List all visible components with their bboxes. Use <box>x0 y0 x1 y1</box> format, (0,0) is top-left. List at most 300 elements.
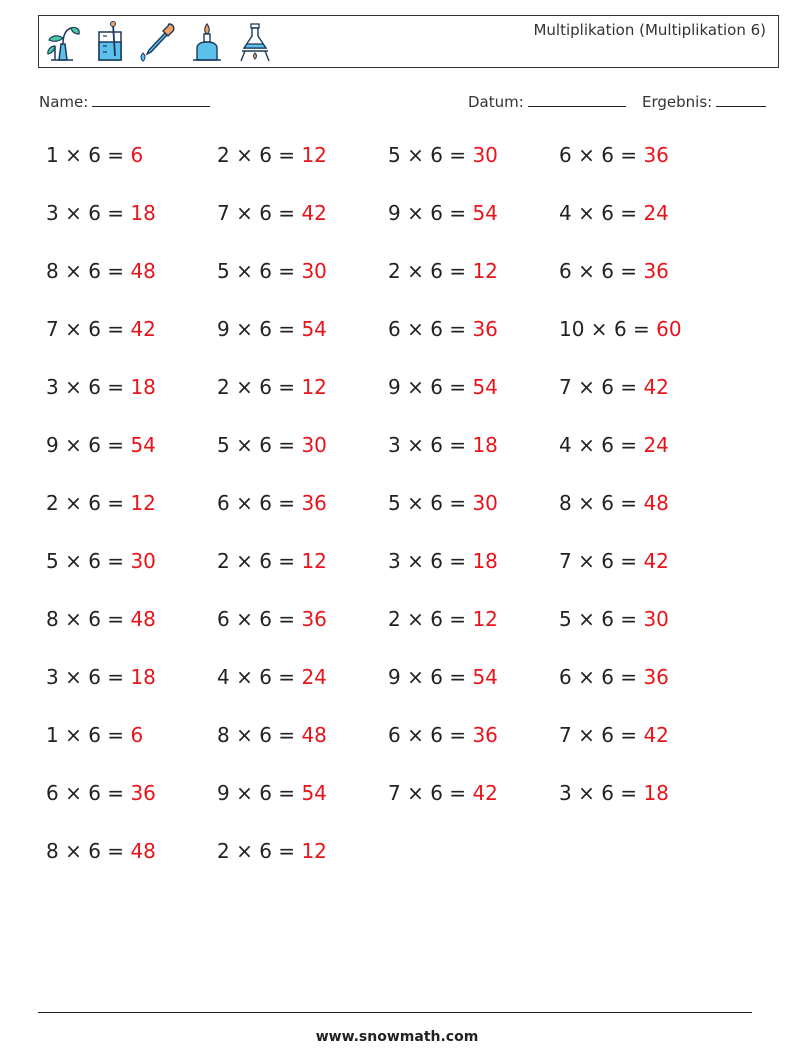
answer: 12 <box>301 549 327 573</box>
equals-sign: = <box>100 781 131 805</box>
factor-b: 6 <box>601 491 614 515</box>
answer: 30 <box>472 491 498 515</box>
factor-a: 10 <box>559 317 585 341</box>
equals-sign: = <box>271 839 302 863</box>
equals-sign: = <box>100 433 131 457</box>
answer: 24 <box>301 665 327 689</box>
times-operator: × <box>58 781 89 805</box>
answer: 18 <box>643 781 669 805</box>
factor-b: 6 <box>430 259 443 283</box>
times-operator: × <box>400 433 431 457</box>
problem-item <box>217 375 327 399</box>
times-operator: × <box>229 433 260 457</box>
answer: 24 <box>643 201 669 225</box>
equals-sign: = <box>100 549 131 573</box>
times-operator: × <box>571 781 602 805</box>
factor-b: 6 <box>430 375 443 399</box>
times-operator: × <box>400 723 431 747</box>
problem-item <box>217 723 327 747</box>
factor-a: 6 <box>388 723 401 747</box>
answer: 12 <box>301 839 327 863</box>
equals-sign: = <box>100 143 131 167</box>
factor-a: 9 <box>217 781 230 805</box>
factor-b: 6 <box>88 259 101 283</box>
times-operator: × <box>229 839 260 863</box>
answer: 24 <box>643 433 669 457</box>
times-operator: × <box>58 375 89 399</box>
date-field <box>468 93 626 111</box>
times-operator: × <box>400 549 431 573</box>
score-blank[interactable] <box>716 93 766 107</box>
factor-b: 6 <box>88 839 101 863</box>
times-operator: × <box>229 201 260 225</box>
factor-a: 6 <box>388 317 401 341</box>
times-operator: × <box>400 317 431 341</box>
equals-sign: = <box>100 839 131 863</box>
factor-b: 6 <box>601 607 614 631</box>
answer: 30 <box>472 143 498 167</box>
times-operator: × <box>58 839 89 863</box>
equals-sign: = <box>100 317 131 341</box>
factor-b: 6 <box>601 549 614 573</box>
times-operator: × <box>58 259 89 283</box>
answer: 36 <box>643 259 669 283</box>
problem-item <box>388 259 498 283</box>
times-operator: × <box>571 201 602 225</box>
factor-b: 6 <box>88 781 101 805</box>
factor-a: 3 <box>46 201 59 225</box>
factor-a: 4 <box>559 201 572 225</box>
problem-item <box>46 839 156 863</box>
times-operator: × <box>58 143 89 167</box>
date-label: Datum: <box>468 93 524 111</box>
problem-item <box>559 143 669 167</box>
equals-sign: = <box>442 433 473 457</box>
factor-b: 6 <box>601 143 614 167</box>
factor-b: 6 <box>430 201 443 225</box>
problem-item <box>46 491 156 515</box>
factor-a: 6 <box>217 491 230 515</box>
answer: 18 <box>472 433 498 457</box>
factor-a: 6 <box>559 665 572 689</box>
factor-b: 6 <box>259 143 272 167</box>
answer: 42 <box>643 375 669 399</box>
answer: 30 <box>301 259 327 283</box>
problem-item <box>559 317 682 341</box>
equals-sign: = <box>442 665 473 689</box>
answer: 30 <box>301 433 327 457</box>
problem-item <box>217 259 327 283</box>
times-operator: × <box>229 607 260 631</box>
equals-sign: = <box>100 259 131 283</box>
factor-a: 7 <box>388 781 401 805</box>
times-operator: × <box>58 607 89 631</box>
times-operator: × <box>571 143 602 167</box>
factor-b: 6 <box>430 491 443 515</box>
factor-a: 2 <box>217 143 230 167</box>
factor-b: 6 <box>430 665 443 689</box>
answer: 48 <box>301 723 327 747</box>
factor-a: 8 <box>559 491 572 515</box>
answer: 36 <box>130 781 156 805</box>
equals-sign: = <box>613 665 644 689</box>
answer: 18 <box>472 549 498 573</box>
problem-item <box>46 317 156 341</box>
factor-a: 8 <box>46 259 59 283</box>
problem-item <box>46 143 143 167</box>
worksheet-title: Multiplikation (Multiplikation 6) <box>533 21 766 39</box>
answer: 48 <box>130 839 156 863</box>
factor-a: 2 <box>217 375 230 399</box>
problem-item <box>217 201 327 225</box>
score-label: Ergebnis: <box>642 93 713 111</box>
problem-item <box>559 665 669 689</box>
problem-item <box>559 607 669 631</box>
equals-sign: = <box>442 781 473 805</box>
problem-item <box>46 375 156 399</box>
equals-sign: = <box>271 491 302 515</box>
problem-item <box>46 781 156 805</box>
times-operator: × <box>229 259 260 283</box>
footer-divider <box>38 1012 752 1013</box>
factor-a: 3 <box>388 433 401 457</box>
factor-b: 6 <box>259 375 272 399</box>
factor-b: 6 <box>259 607 272 631</box>
factor-b: 6 <box>259 781 272 805</box>
factor-a: 9 <box>217 317 230 341</box>
factor-a: 1 <box>46 723 59 747</box>
equals-sign: = <box>442 375 473 399</box>
equals-sign: = <box>271 375 302 399</box>
equals-sign: = <box>442 259 473 283</box>
problem-item <box>559 375 669 399</box>
factor-b: 6 <box>88 607 101 631</box>
equals-sign: = <box>442 549 473 573</box>
equals-sign: = <box>613 491 644 515</box>
factor-b: 6 <box>88 665 101 689</box>
equals-sign: = <box>271 607 302 631</box>
times-operator: × <box>571 665 602 689</box>
answer: 36 <box>301 607 327 631</box>
equals-sign: = <box>626 317 657 341</box>
plant-flask-icon <box>43 20 83 64</box>
answer: 54 <box>472 665 498 689</box>
times-operator: × <box>58 665 89 689</box>
problem-item <box>388 491 498 515</box>
answer: 42 <box>643 723 669 747</box>
answer: 36 <box>472 723 498 747</box>
factor-b: 6 <box>88 549 101 573</box>
answer: 30 <box>643 607 669 631</box>
factor-b: 6 <box>259 723 272 747</box>
factor-b: 6 <box>613 317 627 341</box>
factor-b: 6 <box>88 201 101 225</box>
factor-a: 3 <box>559 781 572 805</box>
name-blank[interactable] <box>92 93 210 107</box>
answer: 6 <box>130 723 144 747</box>
problem-item <box>559 491 669 515</box>
problem-item <box>388 201 498 225</box>
pipette-icon <box>139 20 179 64</box>
times-operator: × <box>400 491 431 515</box>
problem-item <box>217 549 327 573</box>
answer: 54 <box>472 375 498 399</box>
factor-b: 6 <box>430 143 443 167</box>
problem-item <box>388 375 498 399</box>
answer: 42 <box>130 317 156 341</box>
equals-sign: = <box>442 723 473 747</box>
answer: 18 <box>130 665 156 689</box>
times-operator: × <box>58 723 89 747</box>
times-operator: × <box>400 259 431 283</box>
times-operator: × <box>400 665 431 689</box>
factor-a: 6 <box>559 143 572 167</box>
problem-item <box>217 781 327 805</box>
answer: 42 <box>301 201 327 225</box>
factor-a: 3 <box>46 665 59 689</box>
factor-b: 6 <box>88 375 101 399</box>
times-operator: × <box>229 375 260 399</box>
problem-item <box>46 433 156 457</box>
times-operator: × <box>58 201 89 225</box>
answer: 12 <box>130 491 156 515</box>
factor-a: 7 <box>559 375 572 399</box>
date-blank[interactable] <box>528 93 626 107</box>
answer: 18 <box>130 201 156 225</box>
factor-a: 7 <box>46 317 59 341</box>
problem-item <box>46 259 156 283</box>
factor-b: 6 <box>88 317 101 341</box>
factor-a: 5 <box>217 259 230 283</box>
equals-sign: = <box>613 375 644 399</box>
times-operator: × <box>229 549 260 573</box>
times-operator: × <box>229 317 260 341</box>
factor-b: 6 <box>88 723 101 747</box>
factor-b: 6 <box>430 607 443 631</box>
burner-icon <box>187 20 227 64</box>
factor-b: 6 <box>430 317 443 341</box>
equals-sign: = <box>271 549 302 573</box>
header-icons <box>43 20 275 64</box>
problem-item <box>46 723 143 747</box>
factor-a: 9 <box>46 433 59 457</box>
factor-a: 5 <box>559 607 572 631</box>
problem-item <box>388 723 498 747</box>
factor-a: 9 <box>388 665 401 689</box>
answer: 54 <box>301 317 327 341</box>
problem-item <box>217 317 327 341</box>
answer: 36 <box>643 665 669 689</box>
equals-sign: = <box>613 781 644 805</box>
equals-sign: = <box>442 201 473 225</box>
beaker-icon <box>91 20 131 64</box>
equals-sign: = <box>271 433 302 457</box>
problem-item <box>217 665 327 689</box>
problem-item <box>217 143 327 167</box>
factor-a: 5 <box>388 143 401 167</box>
equals-sign: = <box>442 491 473 515</box>
answer: 36 <box>643 143 669 167</box>
factor-a: 2 <box>217 549 230 573</box>
answer: 54 <box>130 433 156 457</box>
times-operator: × <box>584 317 614 341</box>
factor-b: 6 <box>601 259 614 283</box>
factor-a: 3 <box>46 375 59 399</box>
factor-a: 7 <box>559 723 572 747</box>
worksheet-header <box>38 15 779 68</box>
equals-sign: = <box>613 433 644 457</box>
problem-item <box>559 259 669 283</box>
equals-sign: = <box>613 259 644 283</box>
answer: 48 <box>130 607 156 631</box>
name-label: Name: <box>39 93 89 111</box>
equals-sign: = <box>100 723 131 747</box>
times-operator: × <box>571 549 602 573</box>
equals-sign: = <box>613 723 644 747</box>
times-operator: × <box>400 375 431 399</box>
factor-a: 1 <box>46 143 59 167</box>
answer: 36 <box>472 317 498 341</box>
answer: 54 <box>301 781 327 805</box>
factor-b: 6 <box>259 839 272 863</box>
name-field <box>39 93 210 111</box>
equals-sign: = <box>442 143 473 167</box>
answer: 18 <box>130 375 156 399</box>
factor-a: 2 <box>388 607 401 631</box>
times-operator: × <box>229 781 260 805</box>
equals-sign: = <box>271 201 302 225</box>
equals-sign: = <box>271 259 302 283</box>
answer: 48 <box>130 259 156 283</box>
factor-a: 7 <box>217 201 230 225</box>
answer: 48 <box>643 491 669 515</box>
factor-a: 6 <box>46 781 59 805</box>
times-operator: × <box>58 433 89 457</box>
answer: 6 <box>130 143 144 167</box>
footer-url: www.snowmath.com <box>315 1029 479 1045</box>
times-operator: × <box>571 607 602 631</box>
factor-a: 7 <box>559 549 572 573</box>
equals-sign: = <box>271 665 302 689</box>
times-operator: × <box>571 375 602 399</box>
factor-b: 6 <box>601 201 614 225</box>
factor-b: 6 <box>601 723 614 747</box>
factor-b: 6 <box>601 665 614 689</box>
problem-item <box>559 549 669 573</box>
equals-sign: = <box>613 201 644 225</box>
factor-b: 6 <box>88 143 101 167</box>
problem-item <box>46 201 156 225</box>
times-operator: × <box>229 143 260 167</box>
answer: 54 <box>472 201 498 225</box>
answer: 12 <box>301 375 327 399</box>
factor-a: 8 <box>217 723 230 747</box>
problem-item <box>388 143 498 167</box>
equals-sign: = <box>442 317 473 341</box>
answer: 42 <box>472 781 498 805</box>
problem-item <box>388 781 498 805</box>
problem-item <box>46 549 156 573</box>
factor-b: 6 <box>259 665 272 689</box>
factor-a: 2 <box>46 491 59 515</box>
answer: 42 <box>643 549 669 573</box>
problem-item <box>388 607 498 631</box>
problem-item <box>388 549 498 573</box>
factor-a: 5 <box>388 491 401 515</box>
factor-a: 2 <box>217 839 230 863</box>
equals-sign: = <box>613 607 644 631</box>
answer: 12 <box>472 259 498 283</box>
factor-b: 6 <box>259 549 272 573</box>
equals-sign: = <box>271 143 302 167</box>
problem-item <box>46 607 156 631</box>
flask-stand-icon <box>235 20 275 64</box>
equals-sign: = <box>100 491 131 515</box>
factor-b: 6 <box>601 375 614 399</box>
problem-item <box>217 491 327 515</box>
factor-a: 6 <box>559 259 572 283</box>
equals-sign: = <box>442 607 473 631</box>
score-field <box>642 93 766 111</box>
times-operator: × <box>571 259 602 283</box>
factor-a: 3 <box>388 549 401 573</box>
equals-sign: = <box>100 665 131 689</box>
problem-item <box>559 723 669 747</box>
factor-a: 6 <box>217 607 230 631</box>
factor-a: 5 <box>46 549 59 573</box>
problem-item <box>388 317 498 341</box>
answer: 30 <box>130 549 156 573</box>
factor-b: 6 <box>259 433 272 457</box>
problem-item <box>217 433 327 457</box>
factor-a: 9 <box>388 375 401 399</box>
answer: 12 <box>301 143 327 167</box>
factor-b: 6 <box>430 723 443 747</box>
times-operator: × <box>58 317 89 341</box>
factor-b: 6 <box>430 549 443 573</box>
equals-sign: = <box>613 549 644 573</box>
factor-a: 5 <box>217 433 230 457</box>
answer: 36 <box>301 491 327 515</box>
factor-b: 6 <box>259 491 272 515</box>
factor-b: 6 <box>430 781 443 805</box>
problem-item <box>388 665 498 689</box>
times-operator: × <box>571 433 602 457</box>
factor-a: 4 <box>217 665 230 689</box>
equals-sign: = <box>271 723 302 747</box>
times-operator: × <box>400 781 431 805</box>
factor-b: 6 <box>601 433 614 457</box>
times-operator: × <box>58 549 89 573</box>
factor-a: 9 <box>388 201 401 225</box>
problem-item <box>388 433 498 457</box>
factor-b: 6 <box>430 433 443 457</box>
times-operator: × <box>400 607 431 631</box>
times-operator: × <box>229 723 260 747</box>
factor-b: 6 <box>601 781 614 805</box>
times-operator: × <box>400 201 431 225</box>
equals-sign: = <box>271 317 302 341</box>
equals-sign: = <box>100 607 131 631</box>
problem-item <box>217 607 327 631</box>
problem-item <box>46 665 156 689</box>
times-operator: × <box>571 491 602 515</box>
factor-b: 6 <box>259 201 272 225</box>
times-operator: × <box>229 491 260 515</box>
equals-sign: = <box>100 375 131 399</box>
factor-a: 8 <box>46 607 59 631</box>
problem-item <box>217 839 327 863</box>
